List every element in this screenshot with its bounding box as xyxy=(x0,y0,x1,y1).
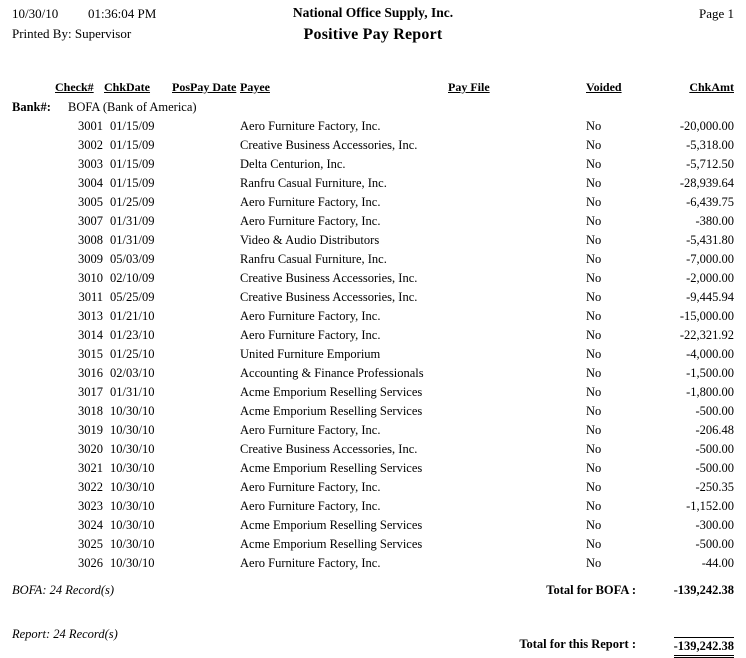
cell-chkdate: 05/25/09 xyxy=(110,290,155,304)
cell-voided: No xyxy=(586,176,602,190)
cell-payee: Acme Emporium Reselling Services xyxy=(240,461,423,475)
table-row xyxy=(0,385,746,404)
cell-chkdate: 02/03/10 xyxy=(110,366,155,380)
report-record-count: Report: 24 Record(s) xyxy=(12,627,118,641)
page-title: Positive Pay Report xyxy=(303,26,443,43)
cell-chkdate: 01/31/09 xyxy=(110,233,155,247)
cell-payee: Creative Business Accessories, Inc. xyxy=(240,442,418,456)
cell-payee: Aero Furniture Factory, Inc. xyxy=(240,328,381,342)
cell-chkdate: 10/30/10 xyxy=(110,556,155,570)
cell-chkdate: 01/15/09 xyxy=(110,157,155,171)
cell-payee: Aero Furniture Factory, Inc. xyxy=(240,480,381,494)
cell-check: 3018 xyxy=(78,404,103,418)
cell-chkamt: -5,318.00 xyxy=(686,138,734,152)
bank-total-amount: -139,242.38 xyxy=(673,583,734,597)
table-row xyxy=(0,347,746,366)
cell-chkamt: -206.48 xyxy=(695,423,734,437)
table-row xyxy=(0,214,746,233)
table-row xyxy=(0,157,746,176)
table-row xyxy=(0,518,746,537)
column-header-voided: Voided xyxy=(586,80,622,94)
table-row xyxy=(0,461,746,480)
cell-chkamt: -44.00 xyxy=(701,556,734,570)
cell-check: 3026 xyxy=(78,556,103,570)
cell-payee: Aero Furniture Factory, Inc. xyxy=(240,119,381,133)
print-time: 01:36:04 PM xyxy=(88,6,157,21)
cell-check: 3007 xyxy=(78,214,103,228)
cell-payee: Accounting & Finance Professionals xyxy=(240,366,424,380)
cell-chkamt: -250.35 xyxy=(695,480,734,494)
bank-record-count: BOFA: 24 Record(s) xyxy=(12,583,115,597)
cell-chkamt: -380.00 xyxy=(695,214,734,228)
cell-payee: Aero Furniture Factory, Inc. xyxy=(240,423,381,437)
report-total-amount: -139,242.38 xyxy=(674,637,734,658)
table-row xyxy=(0,138,746,157)
table-column-headers xyxy=(0,80,746,100)
cell-chkamt: -1,152.00 xyxy=(686,499,734,513)
cell-check: 3020 xyxy=(78,442,103,456)
table-row xyxy=(0,366,746,385)
cell-payee: Aero Furniture Factory, Inc. xyxy=(240,499,381,513)
cell-check: 3024 xyxy=(78,518,103,532)
bank-total-block xyxy=(0,583,746,605)
table-row xyxy=(0,176,746,195)
cell-payee: Acme Emporium Reselling Services xyxy=(240,385,423,399)
cell-voided: No xyxy=(586,290,602,304)
cell-chkamt: -4,000.00 xyxy=(686,347,734,361)
cell-voided: No xyxy=(586,537,602,551)
cell-chkdate: 10/30/10 xyxy=(110,537,155,551)
cell-payee: Delta Centurion, Inc. xyxy=(240,157,346,171)
cell-payee: Ranfru Casual Furniture, Inc. xyxy=(240,252,387,266)
table-row xyxy=(0,328,746,347)
cell-chkamt: -22,321.92 xyxy=(679,328,734,342)
cell-check: 3002 xyxy=(78,138,103,152)
cell-voided: No xyxy=(586,461,602,475)
cell-voided: No xyxy=(586,347,602,361)
cell-chkdate: 01/25/10 xyxy=(110,347,155,361)
cell-voided: No xyxy=(586,119,602,133)
cell-chkdate: 01/23/10 xyxy=(110,328,155,342)
cell-check: 3021 xyxy=(78,461,103,475)
cell-chkdate: 10/30/10 xyxy=(110,423,155,437)
cell-chkdate: 01/25/09 xyxy=(110,195,155,209)
table-row xyxy=(0,290,746,309)
cell-chkdate: 01/15/09 xyxy=(110,176,155,190)
column-header-pospay: PosPay Date xyxy=(172,80,237,94)
cell-voided: No xyxy=(586,423,602,437)
cell-payee: Aero Furniture Factory, Inc. xyxy=(240,195,381,209)
cell-payee: Creative Business Accessories, Inc. xyxy=(240,138,418,152)
cell-check: 3013 xyxy=(78,309,103,323)
report-total-block xyxy=(0,627,746,657)
printed-by: Printed By: Supervisor xyxy=(12,26,132,41)
cell-voided: No xyxy=(586,518,602,532)
cell-chkamt: -7,000.00 xyxy=(686,252,734,266)
table-row xyxy=(0,195,746,214)
cell-voided: No xyxy=(586,499,602,513)
cell-chkdate: 02/10/09 xyxy=(110,271,155,285)
cell-check: 3022 xyxy=(78,480,103,494)
cell-voided: No xyxy=(586,385,602,399)
cell-chkamt: -1,800.00 xyxy=(686,385,734,399)
bank-label: Bank#: xyxy=(12,100,51,114)
cell-chkamt: -20,000.00 xyxy=(679,119,734,133)
table-row xyxy=(0,442,746,461)
cell-payee: Acme Emporium Reselling Services xyxy=(240,537,423,551)
cell-chkamt: -28,939.64 xyxy=(679,176,734,190)
table-row xyxy=(0,423,746,442)
cell-chkamt: -2,000.00 xyxy=(686,271,734,285)
cell-check: 3017 xyxy=(78,385,103,399)
cell-payee: Creative Business Accessories, Inc. xyxy=(240,271,418,285)
column-header-payee: Payee xyxy=(240,80,270,94)
cell-voided: No xyxy=(586,271,602,285)
cell-voided: No xyxy=(586,442,602,456)
cell-voided: No xyxy=(586,252,602,266)
cell-voided: No xyxy=(586,233,602,247)
cell-chkamt: -500.00 xyxy=(695,461,734,475)
cell-chkamt: -15,000.00 xyxy=(679,309,734,323)
cell-chkdate: 10/30/10 xyxy=(110,518,155,532)
table-row xyxy=(0,537,746,556)
table-row xyxy=(0,271,746,290)
cell-payee: Acme Emporium Reselling Services xyxy=(240,404,423,418)
table-row xyxy=(0,309,746,328)
cell-voided: No xyxy=(586,214,602,228)
cell-voided: No xyxy=(586,195,602,209)
cell-check: 3014 xyxy=(78,328,103,342)
cell-check: 3016 xyxy=(78,366,103,380)
cell-chkdate: 10/30/10 xyxy=(110,461,155,475)
cell-voided: No xyxy=(586,480,602,494)
column-header-chkamt: ChkAmt xyxy=(689,80,734,94)
cell-chkamt: -5,712.50 xyxy=(686,157,734,171)
cell-check: 3008 xyxy=(78,233,103,247)
cell-check: 3025 xyxy=(78,537,103,551)
cell-chkdate: 10/30/10 xyxy=(110,442,155,456)
cell-voided: No xyxy=(586,157,602,171)
cell-check: 3004 xyxy=(78,176,103,190)
cell-payee: United Furniture Emporium xyxy=(240,347,381,361)
cell-chkdate: 05/03/09 xyxy=(110,252,155,266)
table-row xyxy=(0,404,746,423)
cell-payee: Ranfru Casual Furniture, Inc. xyxy=(240,176,387,190)
cell-chkdate: 01/21/10 xyxy=(110,309,155,323)
cell-payee: Acme Emporium Reselling Services xyxy=(240,518,423,532)
table-row xyxy=(0,233,746,252)
cell-payee: Aero Furniture Factory, Inc. xyxy=(240,309,381,323)
cell-chkamt: -6,439.75 xyxy=(686,195,734,209)
cell-voided: No xyxy=(586,556,602,570)
table-row xyxy=(0,556,746,575)
table-body xyxy=(0,119,746,575)
bank-group-header xyxy=(0,100,746,117)
report-total-label: Total for this Report : xyxy=(519,637,636,651)
cell-chkamt: -500.00 xyxy=(695,442,734,456)
cell-check: 3003 xyxy=(78,157,103,171)
bank-total-label: Total for BOFA : xyxy=(546,583,636,597)
cell-check: 3019 xyxy=(78,423,103,437)
cell-chkdate: 01/31/10 xyxy=(110,385,155,399)
report-header xyxy=(0,0,746,58)
cell-chkdate: 01/31/09 xyxy=(110,214,155,228)
cell-chkdate: 10/30/10 xyxy=(110,499,155,513)
cell-payee: Creative Business Accessories, Inc. xyxy=(240,290,418,304)
cell-chkdate: 10/30/10 xyxy=(110,404,155,418)
cell-voided: No xyxy=(586,309,602,323)
cell-chkamt: -5,431.80 xyxy=(686,233,734,247)
cell-check: 3010 xyxy=(78,271,103,285)
table-row xyxy=(0,119,746,138)
cell-voided: No xyxy=(586,366,602,380)
cell-check: 3015 xyxy=(78,347,103,361)
cell-chkdate: 01/15/09 xyxy=(110,119,155,133)
cell-chkamt: -500.00 xyxy=(695,537,734,551)
table-row xyxy=(0,252,746,271)
cell-voided: No xyxy=(586,138,602,152)
table-row xyxy=(0,499,746,518)
cell-payee: Aero Furniture Factory, Inc. xyxy=(240,214,381,228)
column-header-check: Check# xyxy=(55,80,94,94)
bank-name: BOFA (Bank of America) xyxy=(68,100,197,114)
cell-check: 3009 xyxy=(78,252,103,266)
cell-payee: Aero Furniture Factory, Inc. xyxy=(240,556,381,570)
table-row xyxy=(0,480,746,499)
cell-chkdate: 10/30/10 xyxy=(110,480,155,494)
cell-check: 3011 xyxy=(78,290,103,304)
cell-chkamt: -9,445.94 xyxy=(686,290,734,304)
cell-check: 3001 xyxy=(78,119,103,133)
company-name: National Office Supply, Inc. xyxy=(292,5,454,20)
cell-chkamt: -500.00 xyxy=(695,404,734,418)
page-number: Page 1 xyxy=(698,6,734,21)
cell-check: 3023 xyxy=(78,499,103,513)
print-date: 10/30/10 xyxy=(12,6,59,21)
cell-voided: No xyxy=(586,404,602,418)
cell-chkamt: -300.00 xyxy=(695,518,734,532)
cell-chkdate: 01/15/09 xyxy=(110,138,155,152)
cell-chkamt: -1,500.00 xyxy=(686,366,734,380)
cell-payee: Video & Audio Distributors xyxy=(240,233,380,247)
cell-voided: No xyxy=(586,328,602,342)
column-header-chkdate: ChkDate xyxy=(104,80,151,94)
cell-check: 3005 xyxy=(78,195,103,209)
column-header-payfile: Pay File xyxy=(448,80,490,94)
